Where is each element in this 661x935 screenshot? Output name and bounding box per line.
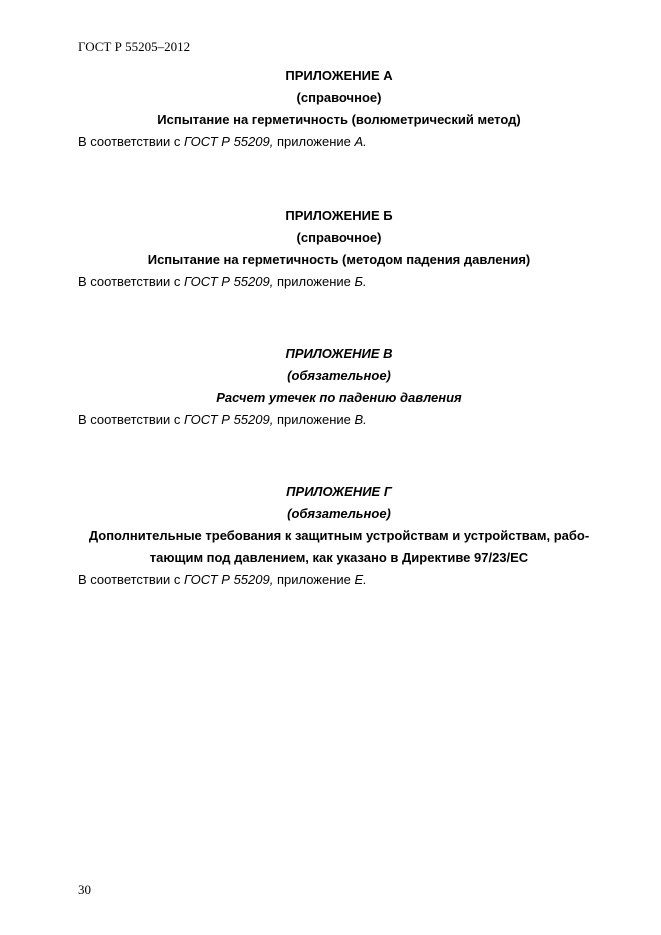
annex-a-body-annex: А. <box>354 134 367 149</box>
annex-g-body-mid: приложение <box>273 572 355 587</box>
annex-b-body-mid: приложение <box>273 274 355 289</box>
annex-b-body <box>78 271 600 293</box>
annex-a-heading: Испытание на герметичность (волюметрический метод) <box>157 112 521 127</box>
annex-g-body <box>78 569 600 591</box>
annex-a-status: (справочное) <box>296 90 382 105</box>
annex-b-body-ref: ГОСТ Р 55209, <box>184 274 274 289</box>
annex-b-body-prefix: В соответствии с <box>78 274 185 289</box>
annex-b-body-annex: Б. <box>354 274 367 289</box>
annex-b-heading: Испытание на герметичность (методом падения давления) <box>147 252 531 267</box>
annex-g-title: ПРИЛОЖЕНИЕ Г <box>286 484 392 499</box>
annex-a-body <box>78 131 600 153</box>
annex-g-body-annex: Е. <box>354 572 367 587</box>
annex-g-body-ref: ГОСТ Р 55209, <box>184 572 274 587</box>
page-number: 30 <box>78 882 91 897</box>
annex-v-body-prefix: В соответствии с <box>78 412 185 427</box>
annex-g-heading-line-1: Дополнительные требования к защитным устройствам и устройствам, рабо- <box>88 528 590 543</box>
annex-v-body-annex: В. <box>354 412 367 427</box>
annex-v-heading: Расчет утечек по падению давления <box>216 390 462 405</box>
annex-v-status: (обязательное) <box>287 368 391 383</box>
annex-a-body-ref: ГОСТ Р 55209, <box>184 134 274 149</box>
annex-g-body-prefix: В соответствии с <box>78 572 185 587</box>
annex-v <box>78 343 600 431</box>
annex-g-heading-line-2: тающим под давлением, как указано в Директиве 97/23/ЕС <box>149 550 529 565</box>
annex-b-title: ПРИЛОЖЕНИЕ Б <box>285 208 393 223</box>
annex-v-body-mid: приложение <box>273 412 355 427</box>
annex-v-body-ref: ГОСТ Р 55209, <box>184 412 274 427</box>
annex-a-body-prefix: В соответствии с <box>78 134 185 149</box>
annex-g-status: (обязательное) <box>287 506 391 521</box>
annex-g <box>78 481 600 591</box>
annex-a-title: ПРИЛОЖЕНИЕ А <box>285 68 393 83</box>
annex-a <box>78 65 600 153</box>
annex-a-body-mid: приложение <box>273 134 355 149</box>
annex-b-status: (справочное) <box>296 230 382 245</box>
annex-v-body <box>78 409 600 431</box>
annex-v-title: ПРИЛОЖЕНИЕ В <box>285 346 393 361</box>
document-header: ГОСТ Р 55205–2012 <box>78 39 191 54</box>
annex-b <box>78 205 600 293</box>
